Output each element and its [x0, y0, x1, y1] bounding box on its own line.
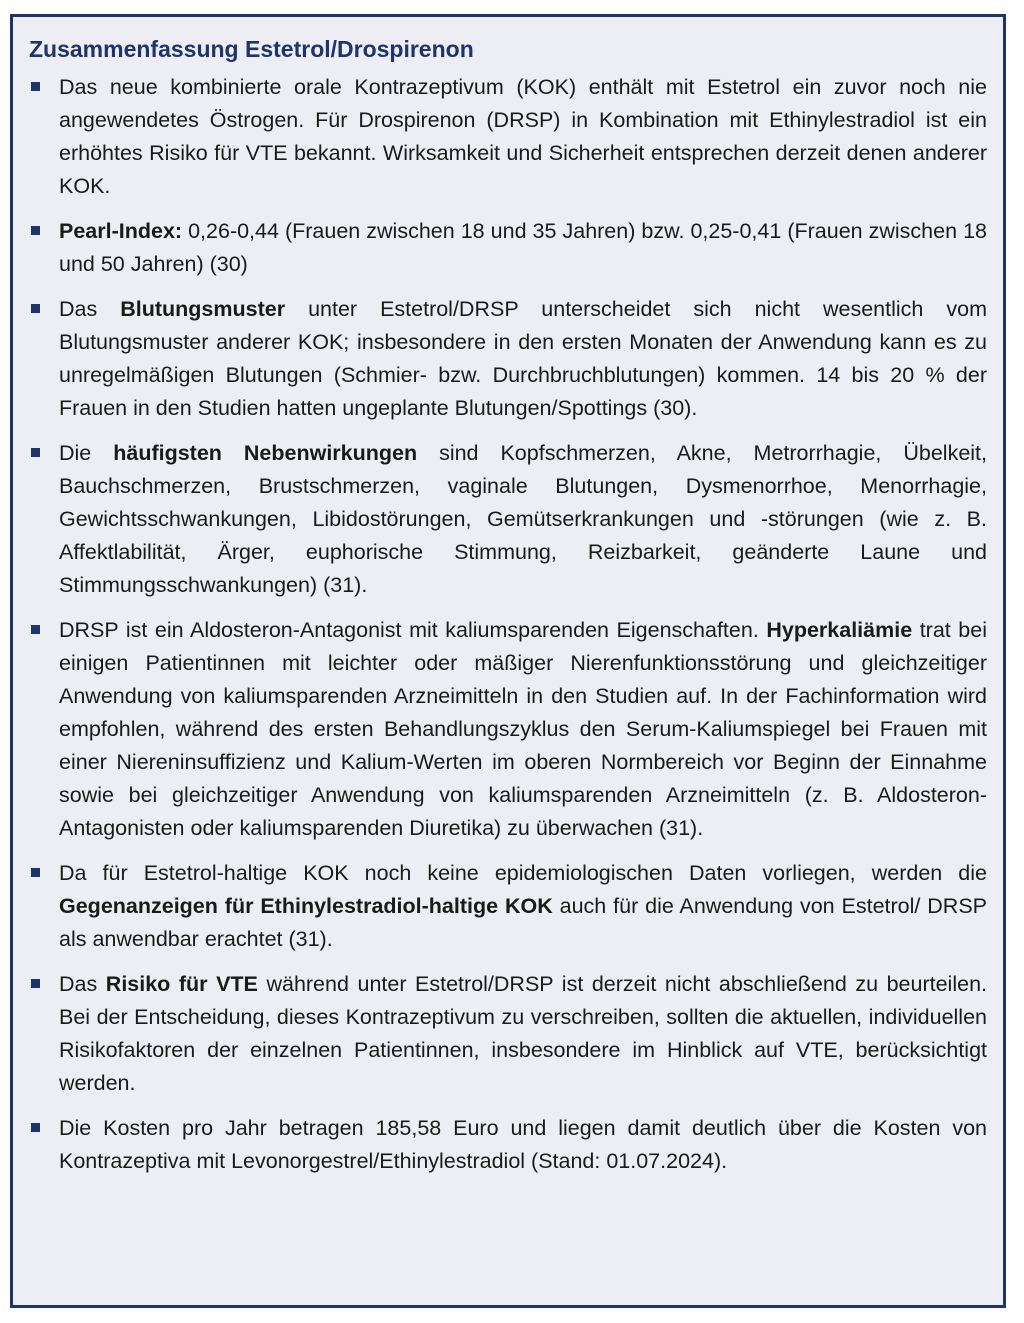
list-item — [29, 614, 987, 845]
item-text: Das neue kombinierte orale Kontrazeptivum (KOK) enthält mit Estetrol ein zuvor noch nie angewendetes Östrogen. Für Drospirenon (DRSP) in Kombination mit Ethinylestradiol ist ein erhöhtes Risiko für VTE bekannt. Wirksamkeit und Sicherheit entsprechen derzeit denen anderer KOK. — [59, 75, 987, 198]
item-text: 0,26-0,44 (Frauen zwischen 18 und 35 Jahren) bzw. 0,25-0,41 (Frauen zwischen 18 und 50 Jahren) (30) — [59, 219, 987, 276]
item-emphasis: Blutungsmuster — [120, 297, 286, 321]
list-item — [29, 215, 987, 281]
item-emphasis: Risiko für VTE — [105, 972, 258, 996]
item-text: während unter Estetrol/DRSP ist derzeit nicht abschließend zu beurteilen. Bei der Entscheidung, dieses Kontrazeptivum zu verschreiben, sollten die aktuellen, individuellen Risikofaktoren der einzelnen Patientinnen, insbesondere im Hinblick auf VTE, berücksichtigt werden. — [59, 972, 987, 1095]
item-emphasis: häufigsten Nebenwirkungen — [113, 441, 418, 465]
summary-title: Zusammenfassung Estetrol/Drospirenon — [29, 36, 474, 62]
square-bullet-icon — [31, 448, 40, 457]
item-text: Die — [59, 441, 114, 465]
square-bullet-icon — [31, 1123, 40, 1132]
item-text: trat bei einigen Patientinnen mit leichter oder mäßiger Nierenfunktionsstörung und gleichzeitiger Anwendung von kaliumsparenden Arzneimitteln in den Studien auf. In der Fachinformation wird empfohlen, während des ersten Behandlungszyklus den Serum-Kaliumspiegel bei Frauen mit einer Niereninsuffizienz und Kalium-Werten im oberen Normbereich vor Beginn der Einnahme sowie bei gleichzeitiger Anwendung von kaliumsparenden Arzneimitteln (z. B. Aldosteron-Antagonisten oder kaliumsparenden Diuretika) zu überwachen (31). — [59, 618, 987, 840]
item-text: sind Kopfschmerzen, Akne, Metrorrhagie, Übelkeit, Bauchschmerzen, Brustschmerzen, vaginale Blutungen, Dysmenorrhoe, Menorrhagie, Gewichtsschwankungen, Libidostörungen, Gemütserkrankungen und -störungen (wie z. B. Affektlabilität, Ärger, euphorische Stimmung, Reizbarkeit, geänderte Laune und Stimmungsschwankungen) (31). — [59, 441, 987, 597]
square-bullet-icon — [31, 868, 40, 877]
summary-box — [10, 14, 1006, 1308]
item-text: Das — [59, 297, 121, 321]
square-bullet-icon — [31, 979, 40, 988]
item-text: Das — [59, 972, 106, 996]
square-bullet-icon — [31, 226, 40, 235]
item-emphasis: Hyperkaliämie — [766, 618, 913, 642]
item-text: auch für die Anwendung von Estetrol/ DRSP als anwendbar erachtet (31). — [59, 894, 988, 951]
square-bullet-icon — [31, 82, 40, 91]
list-item — [29, 1112, 987, 1178]
item-text: DRSP ist ein Aldosteron-Antagonist mit kaliumsparenden Eigenschaften. — [59, 618, 767, 642]
item-text: Da für Estetrol-haltige KOK noch keine epidemiologischen Daten vorliegen, werden die — [59, 861, 987, 885]
square-bullet-icon — [31, 304, 40, 313]
item-text: Die Kosten pro Jahr betragen 185,58 Euro und liegen damit deutlich über die Kosten von Kontrazeptiva mit Levonorgestrel/Ethinylestradiol (Stand: 01.07.2024). — [59, 1116, 987, 1173]
list-item — [29, 293, 987, 425]
list-item — [29, 437, 987, 602]
summary-list — [29, 71, 987, 1178]
square-bullet-icon — [31, 625, 40, 634]
list-item — [29, 71, 987, 203]
item-text: unter Estetrol/DRSP unterscheidet sich nicht wesentlich vom Blutungsmuster anderer KOK; insbesondere in den ersten Monaten der Anwendung kann es zu unregelmäßigen Blutungen (Schmier- bzw. Durchbruchblutungen) kommen. 14 bis 20 % der Frauen in den Studien hatten ungeplante Blutungen/Spottings (30). — [59, 297, 987, 420]
list-item — [29, 968, 987, 1100]
item-emphasis: Gegenanzeigen für Ethinylestradiol-haltige KOK — [59, 894, 553, 918]
list-item — [29, 857, 987, 956]
item-emphasis: Pearl-Index: — [59, 219, 183, 243]
